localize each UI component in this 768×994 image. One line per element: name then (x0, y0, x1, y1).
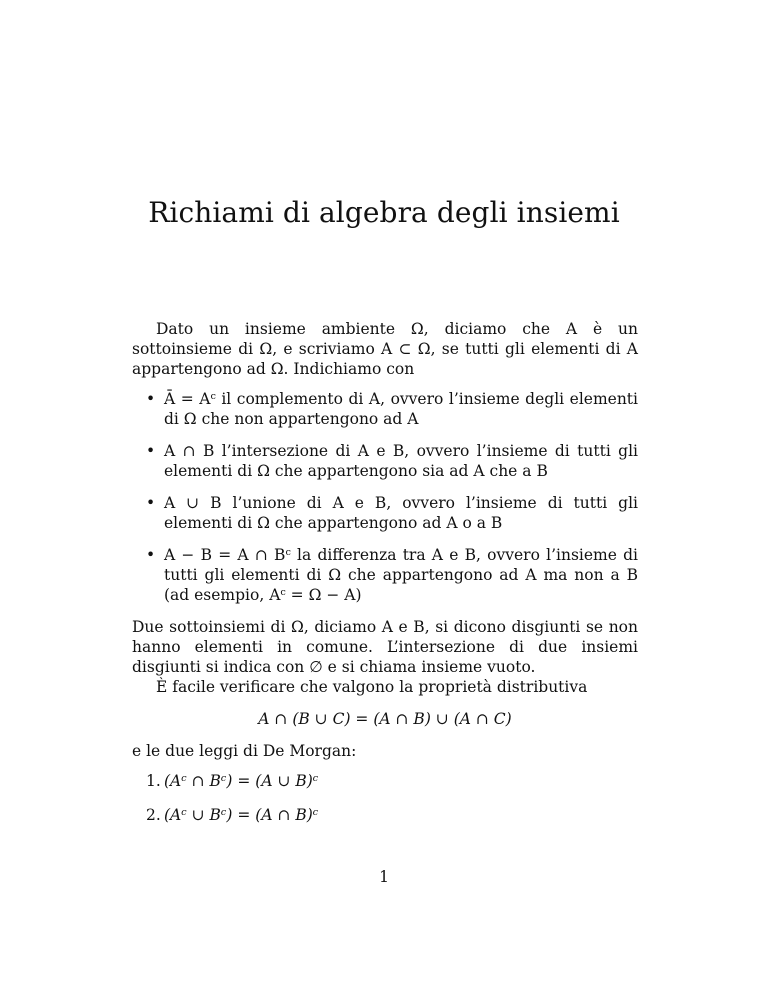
disjoint-paragraph: Due sottoinsiemi di Ω, diciamo A e B, si dicono disgiunti se non hanno elementi in comune. L’intersezione di due insiemi disgiunti si indica con ∅ e si chiama insieme vuoto. (132, 618, 638, 676)
law-number: 2. (146, 806, 161, 824)
page-title: Richiami di algebra degli insiemi (148, 196, 620, 229)
de-morgan-law-1 (132, 771, 638, 791)
document-body (132, 319, 638, 839)
list-item-difference: • A − B = A ∩ Bᶜ la differenza tra A e B, ovvero l’insieme di tutti gli elementi di Ω che appartengono ad A ma non a B (ad esempio, Aᶜ = Ω − A) (132, 545, 638, 605)
list-item-intersection: • A ∩ B l’intersezione di A e B, ovvero l’insieme di tutti gli elementi di Ω che appartengono sia ad A che a B (132, 441, 638, 481)
page-number: 1 (379, 868, 389, 886)
law-formula: (Aᶜ ∪ Bᶜ) = (A ∩ B)ᶜ (164, 806, 319, 824)
de-morgan-law-2 (132, 805, 638, 825)
list-item-complement: • Ā = Aᶜ il complemento di A, ovvero l’insieme degli elementi di Ω che non appartengono ad A (132, 389, 638, 429)
definitions-list (132, 389, 638, 605)
de-morgan-intro: e le due leggi di De Morgan: (132, 742, 357, 760)
law-number: 1. (146, 772, 161, 790)
distributive-intro: È facile verificare che valgono la proprietà distributiva (156, 678, 588, 696)
law-formula: (Aᶜ ∩ Bᶜ) = (A ∪ B)ᶜ (164, 772, 319, 790)
de-morgan-list (132, 771, 638, 825)
distributive-formula: A ∩ (B ∪ C) = (A ∩ B) ∪ (A ∩ C) (258, 710, 512, 728)
list-item-union: • A ∪ B l’unione di A e B, ovvero l’insieme di tutti gli elementi di Ω che appartengono ad A o a B (132, 493, 638, 533)
intro-paragraph: Dato un insieme ambiente Ω, diciamo che A è un sottoinsieme di Ω, e scriviamo A ⊂ Ω, se tutti gli elementi di A appartengono ad Ω. Indichiamo con (132, 320, 638, 378)
